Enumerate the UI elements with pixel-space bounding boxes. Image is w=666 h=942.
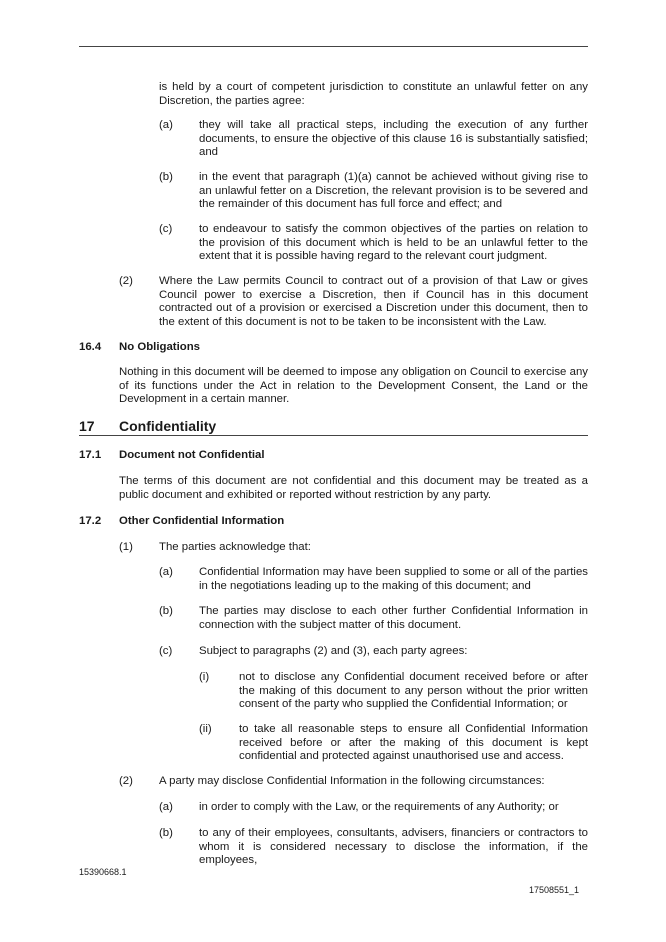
list-item-text: to endeavour to satisfy the common objectives of the parties on relation to the provision of this document which is held to be an unlawful fetter to the extent that it is possible having regard to the relevant court judgment. [199,223,588,263]
paragraph-text: Where the Law permits Council to contract out of a provision of that Law or gives Council power to exercise a Discretion, then if Council has in this document contracted out of a provision or exercised a Discretion under this document, then to the extent of this document is not to be taken to be inconsistent with the Law. [159,275,588,328]
list-item-text: Confidential Information may have been supplied to some or all of the parties in the negotiations leading up to the making of this document; and [199,566,588,592]
continuation-paragraph: is held by a court of competent jurisdiction to constitute an unlawful fetter on any Discretion, the parties agree: [159,81,588,107]
clause-heading: Confidentiality [119,418,217,434]
paragraph-text: A party may disclose Confidential Information in the following circumstances: [159,775,545,787]
section-number: 16.4 [79,341,102,353]
clause-number: 17 [79,418,95,434]
clause-heading-rule [79,435,588,436]
sub-item-label: (ii) [199,723,212,735]
section-heading: Other Confidential Information [119,515,285,527]
list-item-label: (a) [159,119,173,131]
list-item-label: (b) [159,827,173,839]
list-item-label: (a) [159,801,173,813]
section-heading: Document not Confidential [119,449,265,461]
list-item-text: in the event that paragraph (1)(a) cannot be achieved without giving rise to an unlawful fetter on a Discretion, the relevant provision is to be severed and the remainder of this document has full force and effect; and [199,171,588,211]
sub-item-text: not to disclose any Confidential document received before or after the making of this document to any person without the prior written consent of the party who supplied the Confidential Information; or [239,671,588,711]
paragraph-label: (2) [119,775,133,787]
sub-item-label: (i) [199,671,210,683]
paragraph-text: The parties acknowledge that: [159,541,311,553]
list-item-text: The parties may disclose to each other further Confidential Information in connection with the subject matter of this document. [199,605,588,631]
paragraph-label: (1) [119,541,133,553]
header-rule [79,46,588,47]
section-heading: No Obligations [119,341,200,353]
list-item-text: Subject to paragraphs (2) and (3), each party agrees: [199,645,468,657]
list-item-label: (b) [159,605,173,617]
list-item-text: they will take all practical steps, including the execution of any further documents, to ensure the objective of this clause 16 is substantially satisfied; and [199,119,588,159]
section-text: The terms of this document are not confidential and this document may be treated as a public document and exhibited or reported without restriction by any party. [119,475,588,501]
section-number: 17.1 [79,449,102,461]
list-item-text: in order to comply with the Law, or the requirements of any Authority; or [199,801,559,813]
list-item-label: (a) [159,566,173,578]
footer-document-id: 15390668.1 [79,867,127,877]
footer-reference-id: 17508551_1 [529,885,580,895]
section-text: Nothing in this document will be deemed to impose any obligation on Council to exercise any of its functions under the Act in relation to the Development Consent, the Land or the Development in a certain manner. [119,366,588,406]
list-item-text: to any of their employees, consultants, advisers, financiers or contractors to whom it is considered necessary to disclose the information, if the employees, [199,827,588,867]
sub-item-text: to take all reasonable steps to ensure all Confidential Information received before or after the making of this document is kept confidential and protected against unauthorised use and access. [239,723,588,763]
list-item-label: (c) [159,223,173,235]
section-number: 17.2 [79,515,102,527]
list-item-label: (b) [159,171,173,183]
list-item-label: (c) [159,645,173,657]
paragraph-label: (2) [119,275,133,287]
